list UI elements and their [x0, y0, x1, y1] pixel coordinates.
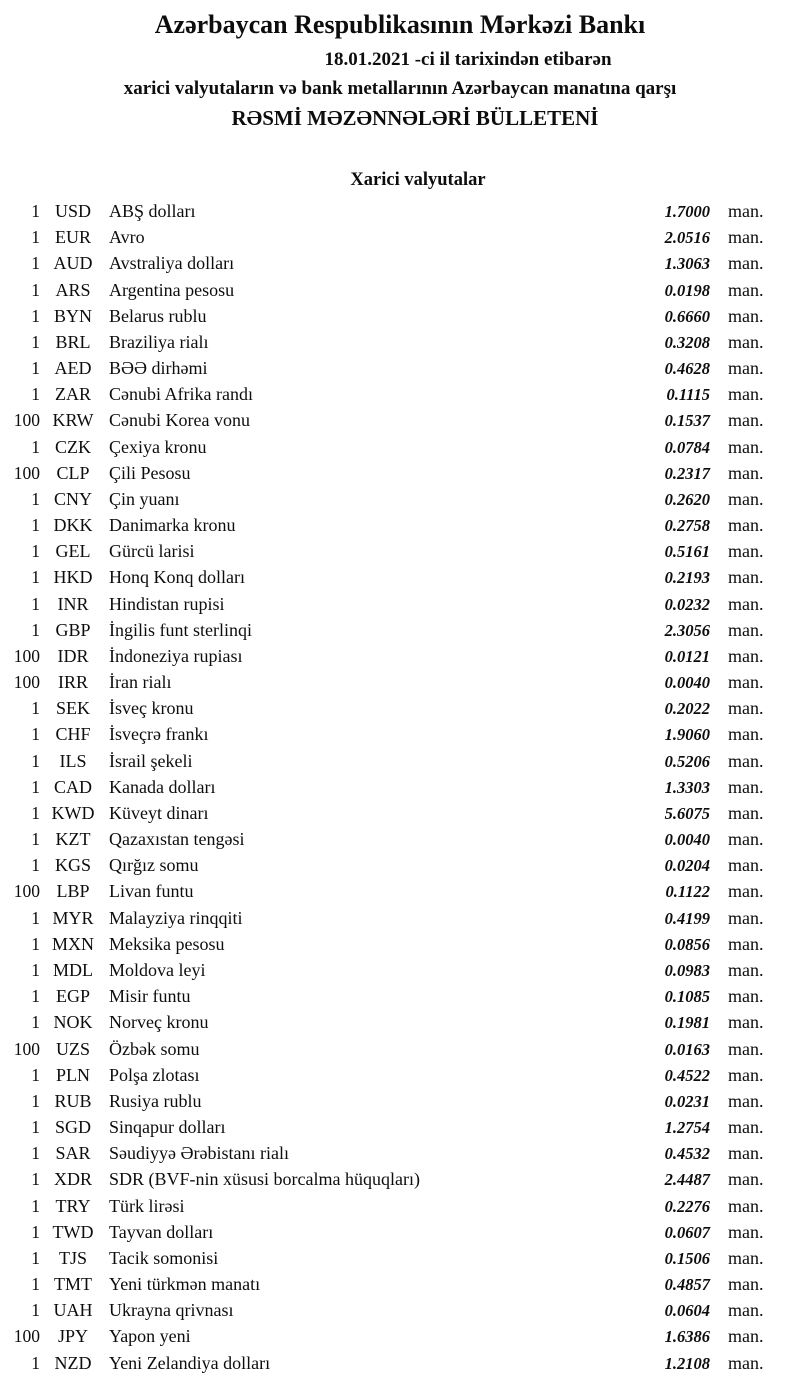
currency-quantity: 100	[13, 1038, 40, 1059]
currency-quantity: 1	[31, 488, 40, 509]
unit-label: man.	[728, 201, 764, 221]
currency-code: SGD	[54, 1117, 91, 1138]
currency-name: Gürcü larisi	[109, 541, 195, 562]
table-row	[0, 198, 800, 224]
unit-label: man.	[728, 1195, 764, 1216]
exchange-rate: 0.0163	[664, 1039, 710, 1059]
unit-label: man.	[728, 672, 764, 693]
currency-quantity: 1	[31, 436, 40, 457]
currency-name: Cənubi Afrika randı	[109, 384, 253, 405]
subtitle-line: xarici valyutaların və bank metallarının Azərbaycan manatına qarşı	[123, 78, 677, 99]
currency-code: USD	[54, 201, 91, 221]
table-row	[0, 957, 800, 983]
currency-name: Misir funtu	[109, 986, 191, 1007]
currency-code: ZAR	[55, 384, 91, 405]
currency-code: UAH	[53, 1300, 93, 1321]
currency-code: CHF	[55, 724, 91, 745]
currency-name: Səudiyyə Ərəbistanı rialı	[109, 1143, 289, 1164]
exchange-rate: 0.2758	[664, 516, 710, 536]
currency-name: Polşa zlotası	[109, 1064, 200, 1085]
currency-quantity: 100	[13, 881, 40, 902]
table-row	[0, 1193, 800, 1219]
table-row	[0, 1350, 800, 1376]
unit-label: man.	[728, 253, 764, 274]
exchange-rate: 0.0983	[664, 960, 710, 980]
unit-label: man.	[728, 1064, 764, 1085]
currency-code: TMT	[54, 1274, 92, 1295]
document-header	[0, 0, 800, 132]
unit-label: man.	[728, 750, 764, 771]
currency-quantity: 1	[31, 593, 40, 614]
currency-code: NOK	[53, 1012, 93, 1033]
currency-code: MYR	[52, 907, 94, 928]
currency-code: AED	[54, 358, 92, 379]
exchange-rate: 0.2317	[664, 463, 710, 483]
unit-label: man.	[728, 776, 764, 797]
exchange-rate: 0.3208	[664, 332, 710, 352]
currency-name: Küveyt dinarı	[109, 802, 209, 823]
currency-code: SEK	[55, 698, 90, 719]
exchange-rate: 0.0040	[664, 830, 710, 850]
unit-label: man.	[728, 802, 764, 823]
unit-label: man.	[728, 331, 764, 352]
currency-code: HKD	[53, 567, 93, 588]
exchange-rate: 0.2276	[664, 1196, 710, 1216]
table-row	[0, 1219, 800, 1245]
table-row	[0, 983, 800, 1009]
currency-quantity: 100	[13, 410, 40, 431]
unit-label: man.	[728, 488, 764, 509]
currency-name: Rusiya rublu	[109, 1090, 202, 1111]
currency-name: Tacik somonisi	[109, 1247, 219, 1268]
table-row	[0, 774, 800, 800]
currency-quantity: 1	[31, 541, 40, 562]
exchange-rate: 0.2193	[664, 568, 710, 588]
table-row	[0, 538, 800, 564]
exchange-rates-table	[0, 198, 800, 1376]
currency-name: İsrail şekeli	[109, 750, 193, 771]
exchange-rate: 0.4532	[664, 1144, 710, 1164]
currency-name: SDR (BVF-nin xüsusi borcalma hüquqları)	[109, 1169, 420, 1190]
table-row	[0, 1088, 800, 1114]
currency-quantity: 100	[13, 1326, 40, 1347]
currency-code: TWD	[52, 1221, 94, 1242]
currency-code: KZT	[55, 829, 91, 850]
exchange-rate: 2.0516	[664, 228, 710, 248]
unit-label: man.	[728, 1012, 764, 1033]
table-row	[0, 434, 800, 460]
currency-code: MDL	[53, 959, 93, 980]
effective-date-line: 18.01.2021 -ci il tarixindən etibarən	[324, 49, 612, 70]
currency-quantity: 1	[31, 1274, 40, 1295]
unit-label: man.	[728, 1247, 764, 1268]
unit-label: man.	[728, 855, 764, 876]
exchange-rate: 1.3063	[664, 254, 710, 274]
currency-quantity: 1	[31, 567, 40, 588]
exchange-rate: 0.5206	[664, 751, 710, 771]
currency-quantity: 1	[31, 698, 40, 719]
currency-name: Avro	[109, 227, 145, 248]
bulletin-title: RƏSMİ MƏZƏNNƏLƏRİ BÜLLETENİ	[231, 106, 599, 130]
unit-label: man.	[728, 907, 764, 928]
currency-name: Norveç kronu	[109, 1012, 209, 1033]
unit-label: man.	[728, 1169, 764, 1190]
exchange-rate: 0.4522	[664, 1065, 710, 1085]
currency-name: İngilis funt sterlinqi	[109, 619, 252, 640]
exchange-rate: 0.1981	[664, 1013, 710, 1033]
unit-label: man.	[728, 986, 764, 1007]
table-row	[0, 381, 800, 407]
currency-name: Çin yuanı	[109, 488, 180, 509]
currency-code: NZD	[54, 1352, 92, 1373]
unit-label: man.	[728, 933, 764, 954]
table-row	[0, 277, 800, 303]
unit-label: man.	[728, 384, 764, 405]
currency-quantity: 1	[31, 776, 40, 797]
unit-label: man.	[728, 305, 764, 326]
currency-name: Belarus rublu	[109, 305, 207, 326]
unit-label: man.	[728, 1090, 764, 1111]
currency-quantity: 1	[31, 1117, 40, 1138]
currency-name: Çexiya kronu	[109, 436, 207, 457]
exchange-rate: 0.6660	[664, 306, 710, 326]
exchange-rate: 1.6386	[664, 1327, 710, 1347]
table-row	[0, 669, 800, 695]
currency-name: Yeni Zelandiya dolları	[109, 1352, 271, 1373]
currency-code: EUR	[55, 227, 91, 248]
exchange-rate: 0.0231	[664, 1091, 710, 1111]
table-row	[0, 721, 800, 747]
exchange-rate: 0.0040	[664, 673, 710, 693]
currency-quantity: 1	[31, 1352, 40, 1373]
table-row	[0, 512, 800, 538]
table-row	[0, 329, 800, 355]
unit-label: man.	[728, 279, 764, 300]
exchange-rate: 0.1537	[664, 411, 710, 431]
table-row	[0, 486, 800, 512]
table-row	[0, 931, 800, 957]
currency-code: KGS	[54, 855, 91, 876]
table-row	[0, 303, 800, 329]
unit-label: man.	[728, 724, 764, 745]
unit-label: man.	[728, 645, 764, 666]
currency-code: CLP	[56, 462, 90, 483]
currency-name: İsveç kronu	[109, 698, 194, 719]
currency-name: Tayvan dolları	[109, 1221, 214, 1242]
currency-code: UZS	[55, 1038, 90, 1059]
exchange-rate: 0.0121	[664, 646, 710, 666]
unit-label: man.	[728, 1038, 764, 1059]
currency-quantity: 1	[31, 1300, 40, 1321]
currency-quantity: 1	[31, 279, 40, 300]
currency-quantity: 1	[31, 959, 40, 980]
currency-code: ILS	[59, 750, 87, 771]
table-row	[0, 1062, 800, 1088]
unit-label: man.	[728, 1274, 764, 1295]
currency-quantity: 1	[31, 1090, 40, 1111]
exchange-rate: 0.0856	[664, 934, 710, 954]
currency-quantity: 1	[31, 619, 40, 640]
unit-label: man.	[728, 410, 764, 431]
bank-title: Azərbaycan Respublikasının Mərkəzi Bankı	[154, 10, 646, 39]
unit-label: man.	[728, 227, 764, 248]
currency-code: KWD	[51, 802, 95, 823]
exchange-rate: 0.1115	[666, 385, 710, 405]
currency-name: İndoneziya rupiası	[109, 645, 243, 666]
table-row	[0, 564, 800, 590]
unit-label: man.	[728, 881, 764, 902]
currency-name: Braziliya rialı	[109, 331, 209, 352]
exchange-rate: 0.5161	[664, 542, 710, 562]
currency-code: CZK	[55, 436, 91, 457]
currency-quantity: 1	[31, 515, 40, 536]
currency-name: Avstraliya dolları	[109, 253, 235, 274]
currency-quantity: 1	[31, 802, 40, 823]
currency-code: KRW	[52, 410, 94, 431]
currency-quantity: 1	[31, 933, 40, 954]
exchange-rate: 0.0604	[664, 1301, 710, 1321]
table-row	[0, 250, 800, 276]
currency-code: TRY	[55, 1195, 91, 1216]
currency-code: LBP	[56, 881, 90, 902]
exchange-rate: 0.4857	[664, 1275, 710, 1295]
exchange-rate: 0.1085	[664, 987, 710, 1007]
currency-name: Hindistan rupisi	[109, 593, 225, 614]
currency-quantity: 1	[31, 1012, 40, 1033]
currency-code: BRL	[55, 331, 91, 352]
unit-label: man.	[728, 619, 764, 640]
exchange-rate: 0.4628	[664, 359, 710, 379]
unit-label: man.	[728, 1221, 764, 1242]
exchange-rate: 1.2108	[664, 1353, 710, 1373]
unit-label: man.	[728, 567, 764, 588]
table-row	[0, 1036, 800, 1062]
table-row	[0, 1140, 800, 1166]
currency-code: TJS	[58, 1247, 87, 1268]
currency-name: Malayziya rinqqiti	[109, 907, 243, 928]
currency-quantity: 1	[31, 227, 40, 248]
currency-quantity: 100	[13, 462, 40, 483]
exchange-rate: 2.3056	[664, 620, 710, 640]
currency-code: EGP	[55, 986, 90, 1007]
currency-quantity: 1	[31, 1169, 40, 1190]
currency-name: Kanada dolları	[109, 776, 216, 797]
currency-code: AUD	[53, 253, 93, 274]
currency-name: Danimarka kronu	[109, 515, 236, 536]
currency-quantity: 1	[31, 358, 40, 379]
table-row	[0, 800, 800, 826]
currency-code: CNY	[53, 488, 92, 509]
currency-quantity: 1	[31, 1247, 40, 1268]
exchange-rate: 0.0204	[664, 856, 710, 876]
currency-name: Cənubi Korea vonu	[109, 410, 250, 431]
currency-name: Yeni türkmən manatı	[109, 1274, 261, 1295]
currency-name: Yapon yeni	[109, 1326, 191, 1347]
currency-quantity: 100	[13, 672, 40, 693]
currency-code: IDR	[57, 645, 89, 666]
table-row	[0, 224, 800, 250]
unit-label: man.	[728, 541, 764, 562]
currency-code: INR	[57, 593, 89, 614]
currency-quantity: 1	[31, 331, 40, 352]
currency-quantity: 1	[31, 305, 40, 326]
unit-label: man.	[728, 698, 764, 719]
exchange-rate: 2.4487	[664, 1170, 710, 1190]
exchange-rate: 0.2022	[664, 699, 710, 719]
exchange-rate: 0.1122	[665, 882, 710, 902]
currency-name: Meksika pesosu	[109, 933, 225, 954]
unit-label: man.	[728, 829, 764, 850]
currency-quantity: 1	[31, 986, 40, 1007]
currency-code: MXN	[51, 933, 94, 954]
unit-label: man.	[728, 1117, 764, 1138]
currency-code: JPY	[57, 1326, 88, 1347]
unit-label: man.	[728, 436, 764, 457]
currency-quantity: 1	[31, 855, 40, 876]
exchange-rate: 1.7000	[664, 202, 710, 221]
currency-name: Ukrayna qrivnası	[109, 1300, 234, 1321]
currency-name: Honq Konq dolları	[109, 567, 245, 588]
exchange-rate: 0.0198	[664, 280, 710, 300]
currency-name: BƏƏ dirhəmi	[109, 358, 208, 379]
table-row	[0, 407, 800, 433]
table-row	[0, 1271, 800, 1297]
currency-quantity: 1	[31, 384, 40, 405]
table-row	[0, 617, 800, 643]
currency-name: Qırğız somu	[109, 855, 199, 876]
unit-label: man.	[728, 515, 764, 536]
exchange-rate: 1.2754	[664, 1118, 710, 1138]
table-row	[0, 643, 800, 669]
table-row	[0, 1323, 800, 1349]
exchange-rate: 0.2620	[664, 489, 710, 509]
unit-label: man.	[728, 1300, 764, 1321]
exchange-rate: 0.0232	[664, 594, 710, 614]
currency-quantity: 1	[31, 1143, 40, 1164]
section-title-foreign-currencies: Xarici valyutalar	[350, 170, 486, 190]
table-row	[0, 355, 800, 381]
currency-quantity: 1	[31, 750, 40, 771]
unit-label: man.	[728, 1326, 764, 1347]
currency-quantity: 1	[31, 1195, 40, 1216]
currency-name: İsveçrə frankı	[109, 724, 209, 745]
currency-code: CAD	[53, 776, 92, 797]
exchange-rate: 0.4199	[664, 908, 710, 928]
currency-quantity: 1	[31, 1064, 40, 1085]
table-row	[0, 748, 800, 774]
table-row	[0, 1114, 800, 1140]
currency-code: ARS	[55, 279, 91, 300]
table-row	[0, 460, 800, 486]
unit-label: man.	[728, 593, 764, 614]
currency-code: DKK	[53, 515, 93, 536]
currency-name: Moldova leyi	[109, 959, 206, 980]
currency-name: Çili Pesosu	[109, 462, 191, 483]
exchange-rate: 5.6075	[664, 803, 710, 823]
currency-code: GEL	[55, 541, 91, 562]
unit-label: man.	[728, 358, 764, 379]
currency-code: GBP	[55, 619, 91, 640]
currency-quantity: 1	[31, 907, 40, 928]
exchange-rate: 1.9060	[664, 725, 710, 745]
currency-quantity: 1	[31, 724, 40, 745]
currency-code: PLN	[55, 1064, 90, 1085]
currency-name: İran rialı	[109, 672, 172, 693]
exchange-rate: 0.0607	[664, 1222, 710, 1242]
currency-name: Qazaxıstan tengəsi	[109, 829, 245, 850]
currency-code: BYN	[53, 305, 92, 326]
table-row	[0, 878, 800, 904]
exchange-rate: 1.3303	[664, 777, 710, 797]
table-row	[0, 1009, 800, 1035]
table-row	[0, 695, 800, 721]
currency-name: ABŞ dolları	[109, 201, 196, 221]
unit-label: man.	[728, 462, 764, 483]
table-row	[0, 591, 800, 617]
table-row	[0, 1166, 800, 1192]
currency-quantity: 1	[31, 201, 40, 221]
currency-quantity: 1	[31, 829, 40, 850]
currency-code: RUB	[54, 1090, 92, 1111]
exchange-rate: 0.0784	[664, 437, 710, 457]
currency-code: IRR	[57, 672, 88, 693]
table-row	[0, 1245, 800, 1271]
currency-code: SAR	[55, 1143, 91, 1164]
unit-label: man.	[728, 1352, 764, 1373]
exchange-rate: 0.1506	[664, 1248, 710, 1268]
currency-code: XDR	[53, 1169, 92, 1190]
currency-name: Özbək somu	[109, 1038, 200, 1059]
table-row	[0, 905, 800, 931]
currency-name: Türk lirəsi	[109, 1195, 185, 1216]
currency-name: Sinqapur dolları	[109, 1117, 226, 1138]
unit-label: man.	[728, 1143, 764, 1164]
currency-quantity: 1	[31, 1221, 40, 1242]
currency-quantity: 100	[13, 645, 40, 666]
currency-name: Livan funtu	[109, 881, 194, 902]
table-row	[0, 826, 800, 852]
currency-quantity: 1	[31, 253, 40, 274]
currency-name: Argentina pesosu	[109, 279, 235, 300]
unit-label: man.	[728, 959, 764, 980]
table-row	[0, 852, 800, 878]
table-row	[0, 1297, 800, 1323]
